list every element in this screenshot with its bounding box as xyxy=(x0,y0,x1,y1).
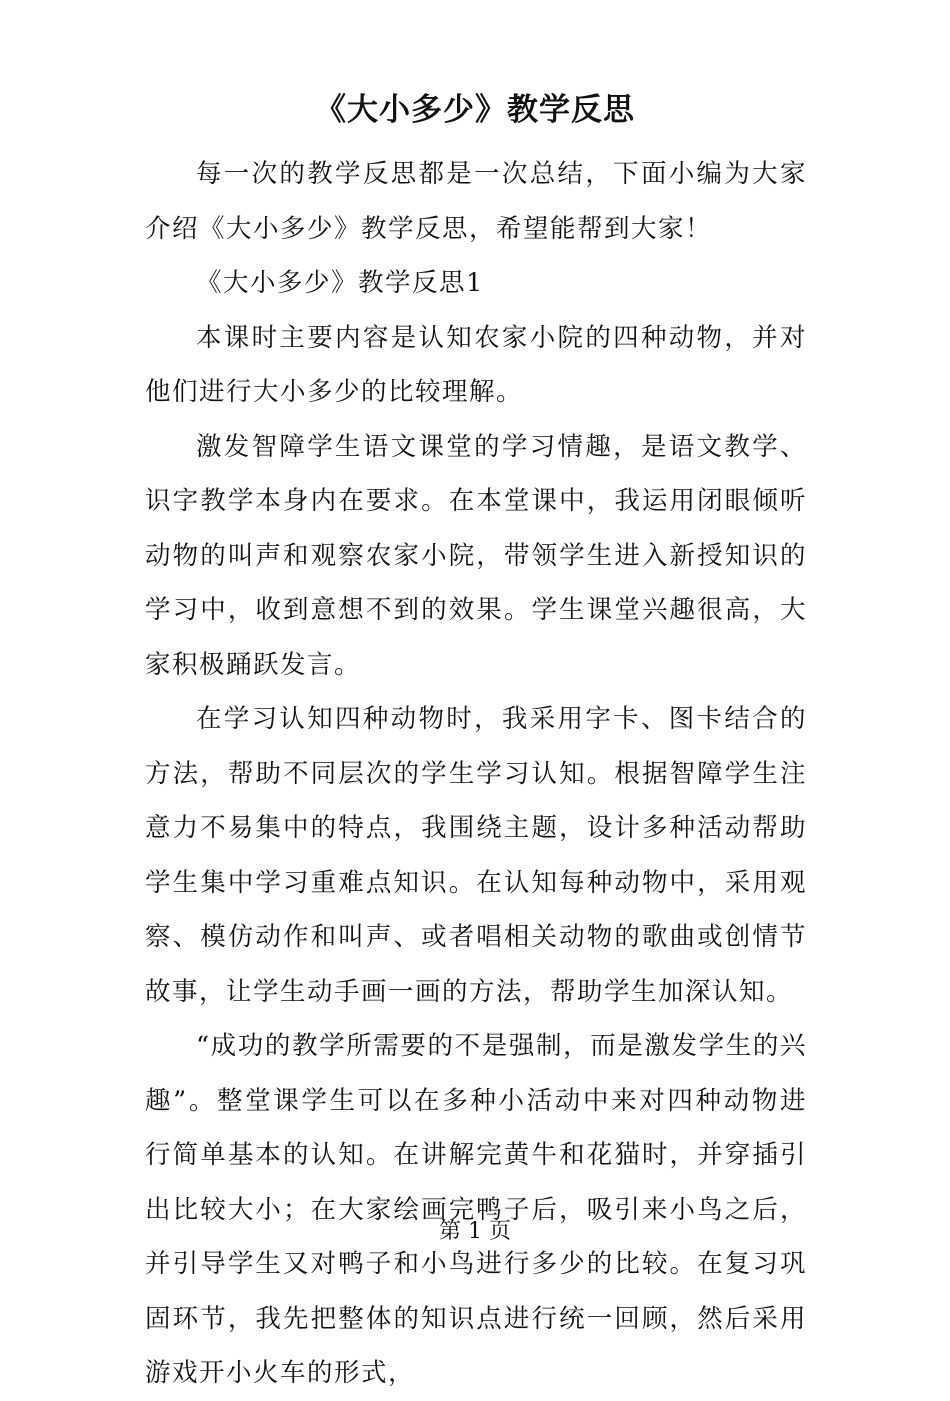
paragraph-interest: 激发智障学生语文课堂的学习情趣，是语文教学、识字教学本身内在要求。在本堂课中，我运用闭眼倾听动物的叫声和观察农家小院，带领学生进入新授知识的学习中，收到意想不到的效果。学生课堂兴趣很高，大家积极踊跃发言。 xyxy=(145,431,807,680)
paragraph-intro: 每一次的教学反思都是一次总结，下面小编为大家介绍《大小多少》教学反思，希望能帮到大家！ xyxy=(145,159,807,244)
section-heading: 《大小多少》教学反思1 xyxy=(196,268,484,298)
document-title: 《大小多少》教学反思 xyxy=(315,92,635,128)
paragraph-content-summary: 本课时主要内容是认知农家小院的四种动物，并对他们进行大小多少的比较理解。 xyxy=(145,322,807,407)
paragraph-quote: “成功的教学所需要的不是强制，而是激发学生的兴趣”。整堂课学生可以在多种小活动中来对四种动物进行简单基本的认知。在讲解完黄牛和花猫时，并穿插引出比较大小；在大家绘画完鸭子后，吸引来小鸟之后，并引导学生又对鸭子和小鸟进行多少的比较。在复习巩固环节，我先把整体的知识点进行统一回顾，然后采用游戏开小火车的形式， xyxy=(145,1031,807,1388)
page-number: 第 1 页 xyxy=(439,1219,511,1244)
paragraph-methods: 在学习认知四种动物时，我采用字卡、图卡结合的方法，帮助不同层次的学生学习认知。根据智障学生注意力不易集中的特点，我围绕主题，设计多种活动帮助学生集中学习重难点知识。在认知每种动物中，采用观察、模仿动作和叫声、或者唱相关动物的歌曲或创情节故事，让学生动手画一画的方法，帮助学生加深认知。 xyxy=(145,704,807,1007)
